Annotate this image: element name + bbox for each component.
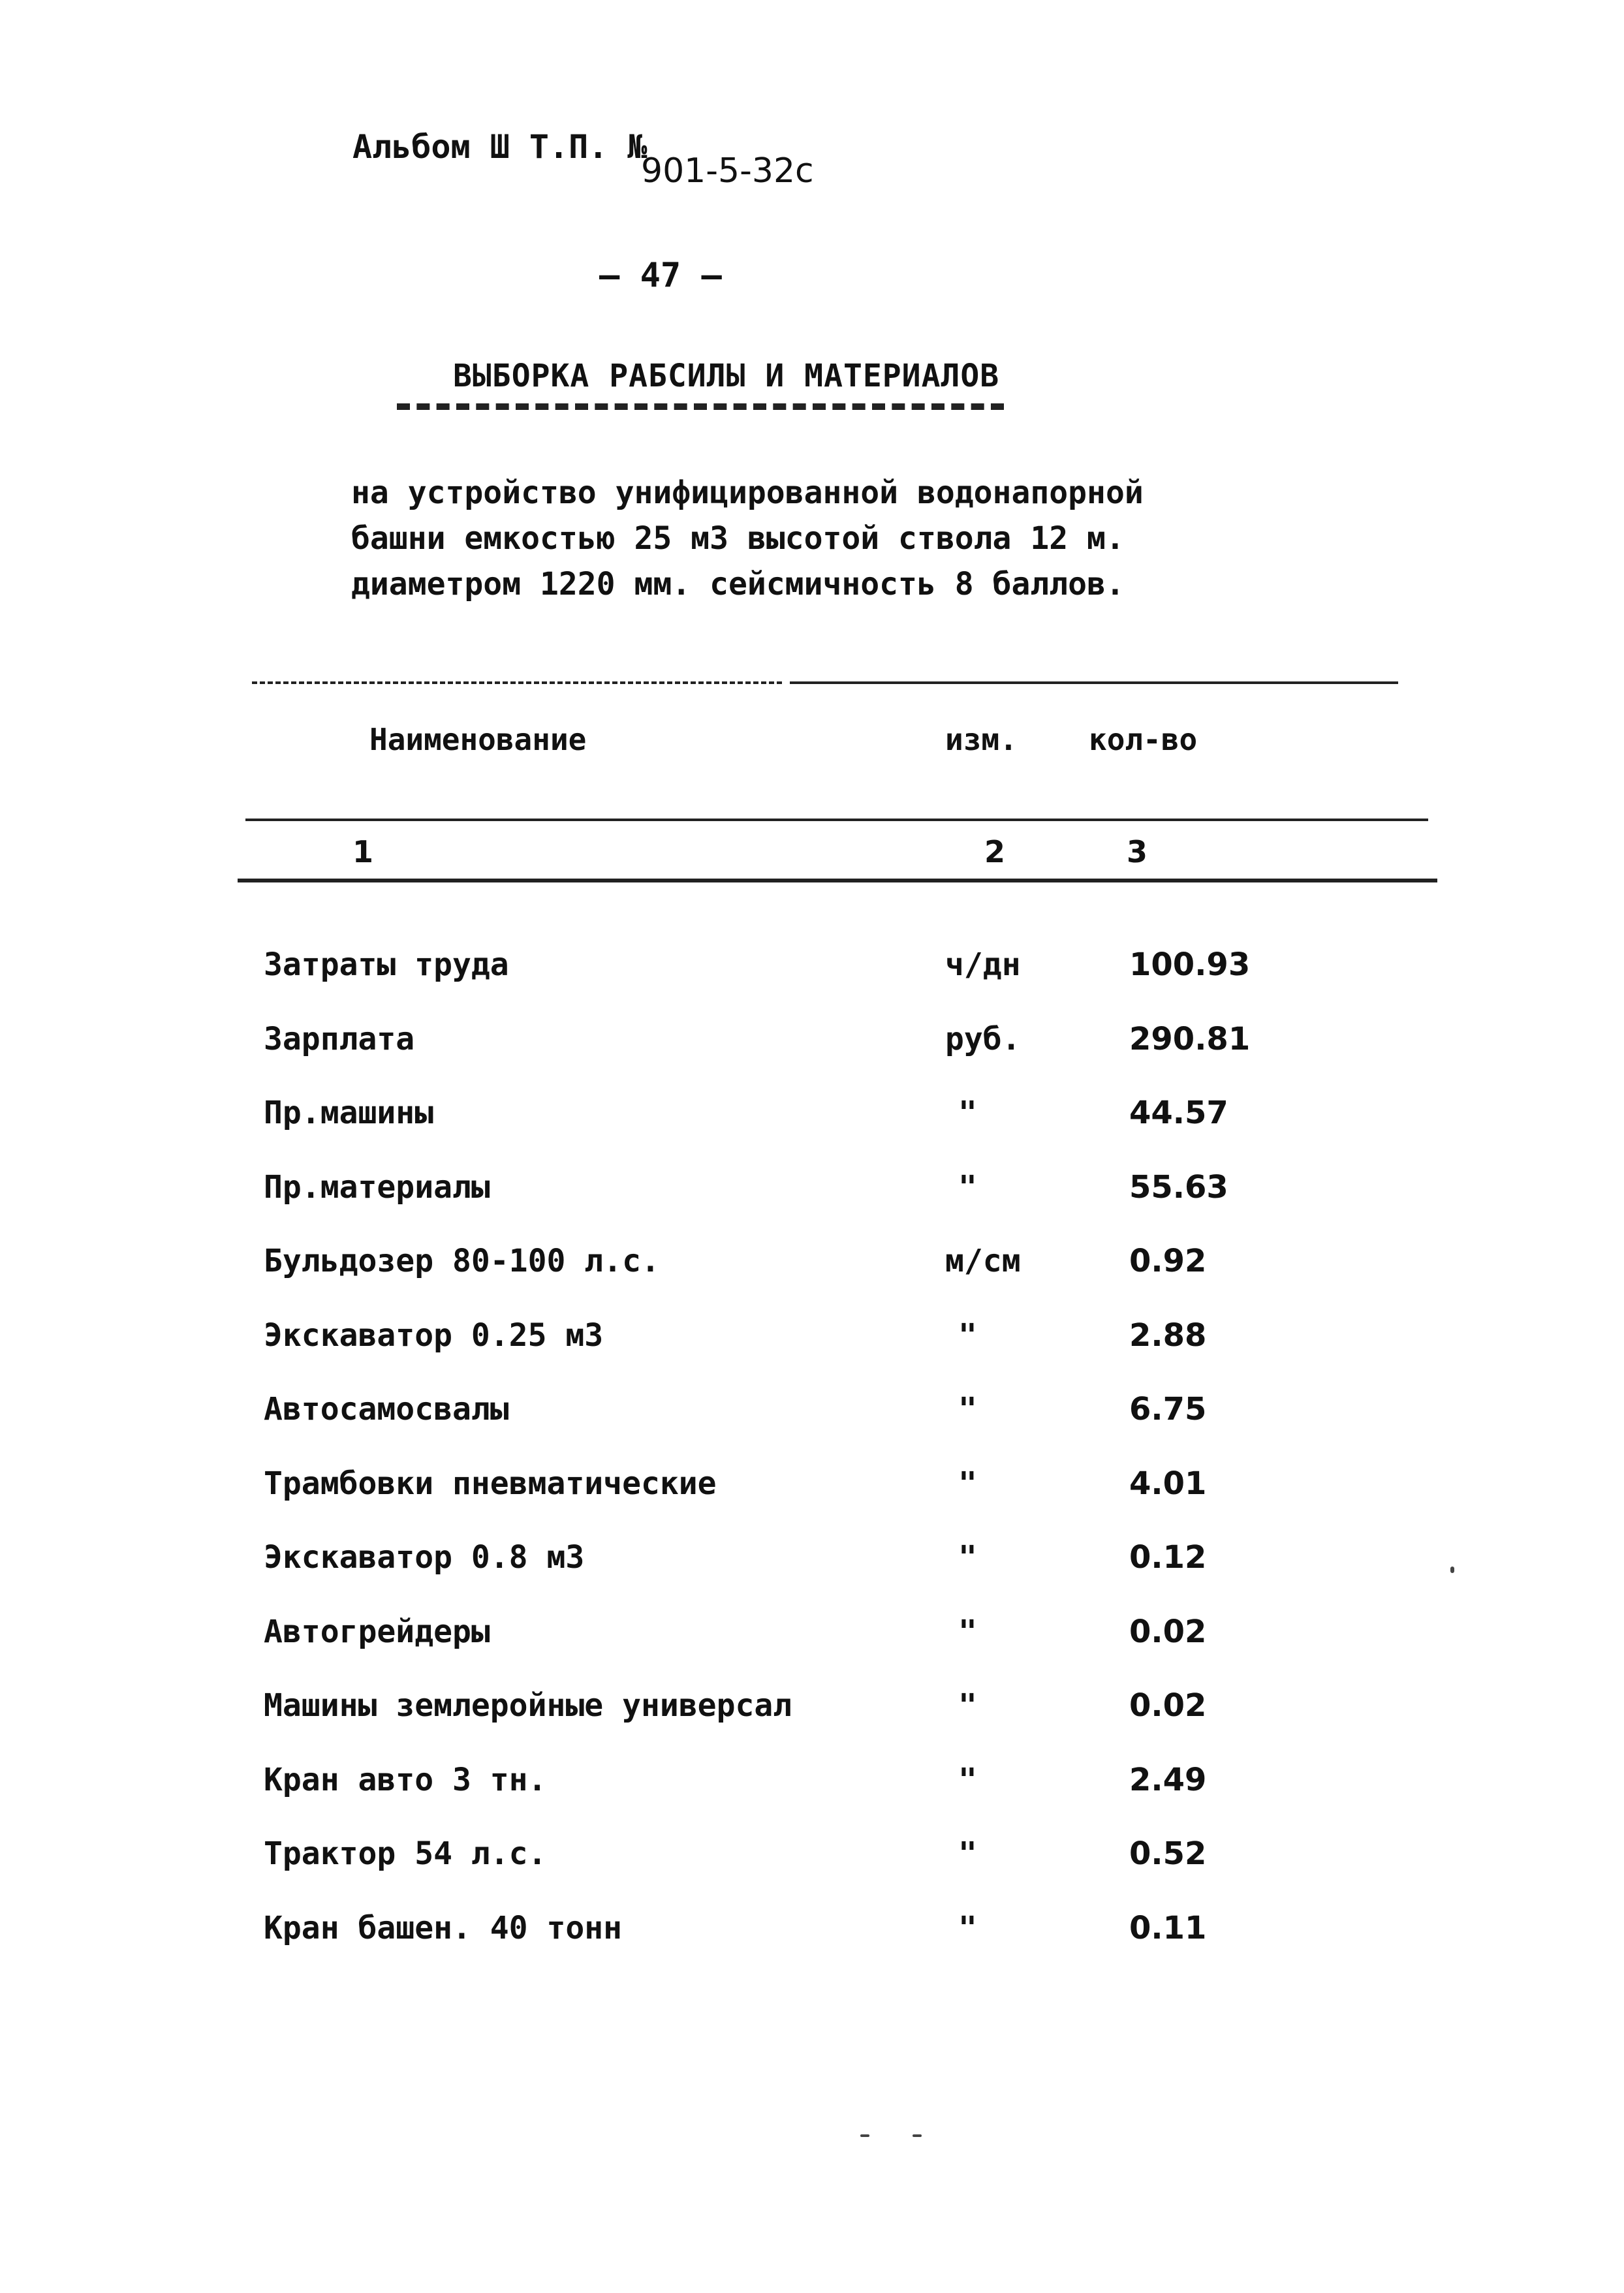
- table-row: [0, 1095, 1624, 1169]
- row-quantity: 0.92: [1129, 1243, 1207, 1279]
- table-top-rule-left: [252, 681, 782, 684]
- row-quantity: 2.49: [1129, 1761, 1207, 1798]
- row-quantity: 100.93: [1129, 946, 1251, 983]
- column-number-1: 1: [352, 834, 374, 869]
- column-header-unit: изм.: [945, 722, 1018, 757]
- row-name: Трамбовки пневматические: [264, 1465, 717, 1502]
- table-row: [0, 946, 1624, 1021]
- row-unit: ": [958, 1465, 977, 1502]
- page-number: – 47 –: [599, 256, 722, 295]
- row-quantity: 290.81: [1129, 1020, 1251, 1057]
- row-unit: ": [958, 1909, 977, 1946]
- row-unit: ": [958, 1613, 977, 1650]
- row-name: Экскаватор 0.25 м3: [264, 1317, 604, 1354]
- description-line-2: башни емкостью 25 м3 высотой ствола 12 м.: [351, 520, 1125, 557]
- row-name: Машины землеройные универсал: [264, 1687, 792, 1724]
- album-number: 901-5-32с: [641, 151, 814, 191]
- column-header-quantity: кол-во: [1089, 722, 1198, 757]
- table-row: [0, 1539, 1624, 1614]
- title-underline: [397, 403, 1004, 410]
- row-name: Пр.машины: [264, 1095, 434, 1131]
- row-unit: руб.: [945, 1020, 1021, 1057]
- row-quantity: 0.52: [1129, 1835, 1207, 1872]
- row-unit: ": [958, 1761, 977, 1798]
- scan-speck: [913, 2134, 922, 2137]
- column-number-rule: [238, 879, 1437, 882]
- table-top-rule-right: [790, 681, 1398, 684]
- table-row: [0, 1465, 1624, 1540]
- row-unit: ч/дн: [945, 946, 1021, 983]
- row-unit: ": [958, 1539, 977, 1576]
- row-quantity: 6.75: [1129, 1391, 1207, 1427]
- row-unit: м/см: [945, 1243, 1021, 1279]
- row-name: Пр.материалы: [264, 1168, 490, 1206]
- row-name: Бульдозер 80-100 л.с.: [264, 1243, 660, 1279]
- row-unit: ": [958, 1687, 977, 1724]
- row-quantity: 2.88: [1129, 1317, 1207, 1354]
- row-quantity: 4.01: [1129, 1465, 1207, 1502]
- row-quantity: 55.63: [1129, 1168, 1228, 1206]
- table-row: [0, 1614, 1624, 1688]
- scan-speck: [1450, 1567, 1454, 1573]
- album-label: Альбом Ш Т.П. №: [352, 128, 648, 166]
- row-quantity: 0.02: [1129, 1687, 1207, 1724]
- table-body: [0, 946, 1624, 1984]
- row-name: Зарплата: [264, 1020, 415, 1057]
- table-row: [0, 1169, 1624, 1243]
- table-row: [0, 1835, 1624, 1910]
- table-row: [0, 1687, 1624, 1762]
- row-name: Автогрейдеры: [264, 1613, 490, 1650]
- document-title: ВЫБОРКА РАБСИЛЫ И МАТЕРИАЛОВ: [453, 358, 1000, 394]
- row-unit: ": [958, 1835, 977, 1872]
- description-line-1: на устройство унифицированной водонапорной: [351, 475, 1144, 511]
- row-quantity: 44.57: [1129, 1095, 1228, 1131]
- row-unit: ": [958, 1168, 977, 1206]
- row-unit: ": [958, 1391, 977, 1427]
- table-row: [0, 1243, 1624, 1317]
- scan-speck: [860, 2134, 869, 2137]
- row-name: Затраты труда: [264, 946, 509, 983]
- description-line-3: диаметром 1220 мм. сейсмичность 8 баллов.: [351, 566, 1125, 602]
- table-row: [0, 1021, 1624, 1095]
- row-name: Кран авто 3 тн.: [264, 1761, 547, 1798]
- column-header-name: Наименование: [369, 722, 587, 757]
- row-unit: ": [958, 1095, 977, 1131]
- column-number-2: 2: [984, 834, 1006, 869]
- table-row: [0, 1910, 1624, 1984]
- table-row: [0, 1317, 1624, 1392]
- row-name: Трактор 54 л.с.: [264, 1835, 547, 1872]
- header-divider-rule: [245, 819, 1428, 821]
- table-row: [0, 1391, 1624, 1465]
- row-name: Кран башен. 40 тонн: [264, 1909, 623, 1946]
- row-unit: ": [958, 1317, 977, 1354]
- row-name: Автосамосвалы: [264, 1391, 509, 1427]
- column-number-3: 3: [1127, 834, 1148, 869]
- table-row: [0, 1762, 1624, 1836]
- row-quantity: 0.02: [1129, 1613, 1207, 1650]
- row-quantity: 0.12: [1129, 1539, 1207, 1576]
- row-name: Экскаватор 0.8 м3: [264, 1539, 585, 1576]
- row-quantity: 0.11: [1129, 1909, 1207, 1946]
- document-description: [351, 470, 1144, 607]
